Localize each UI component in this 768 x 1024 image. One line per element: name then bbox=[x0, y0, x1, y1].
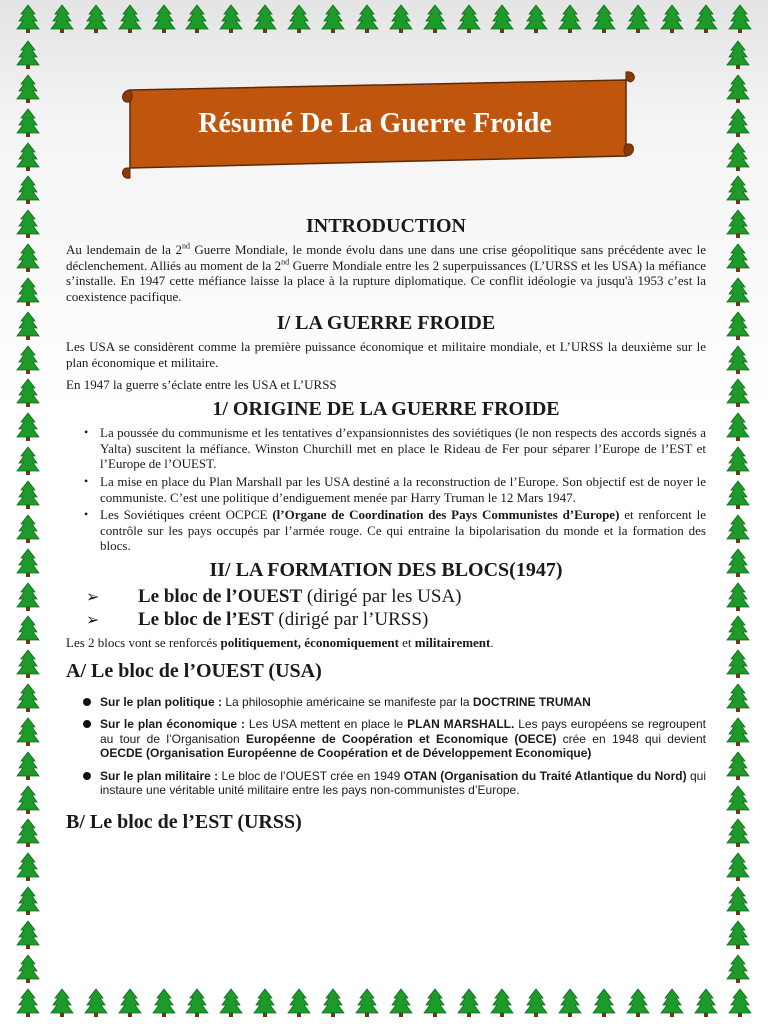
origin-list bbox=[66, 425, 706, 554]
christmas-tree-icon bbox=[14, 852, 42, 882]
christmas-tree-icon bbox=[14, 446, 42, 476]
christmas-tree-icon bbox=[724, 920, 752, 950]
christmas-tree-icon bbox=[724, 378, 752, 408]
intro-paragraph bbox=[66, 242, 706, 304]
christmas-tree-icon bbox=[14, 175, 42, 205]
christmas-tree-icon bbox=[14, 954, 42, 984]
christmas-tree-icon bbox=[724, 548, 752, 578]
christmas-tree-icon bbox=[724, 649, 752, 679]
christmas-tree-icon bbox=[14, 582, 42, 612]
christmas-tree-icon bbox=[48, 4, 76, 34]
bloc-east-label: Le bloc de l’EST bbox=[138, 608, 274, 630]
christmas-tree-icon bbox=[14, 988, 42, 1018]
christmas-tree-icon bbox=[183, 988, 211, 1018]
christmas-tree-icon bbox=[14, 40, 42, 70]
christmas-tree-icon bbox=[319, 988, 347, 1018]
christmas-tree-icon bbox=[590, 988, 618, 1018]
christmas-tree-icon bbox=[14, 277, 42, 307]
christmas-tree-icon bbox=[183, 4, 211, 34]
christmas-tree-icon bbox=[285, 988, 313, 1018]
section-2-heading: II/ LA FORMATION DES BLOCS(1947) bbox=[209, 558, 563, 581]
west-item-2-bold-2: Européenne de Coopération et Economique (OECE) bbox=[246, 731, 557, 746]
origin-bullet-1: • La poussée du communisme et les tentatives d’expansionnistes des soviétiques (le non respects des accords signés a Yalta) suscitent la méfiance. Winston Churchill met en place le Rideau de Fer pour séparer l’Europe de l’EST et l’Europe de l’OUEST. bbox=[100, 425, 706, 472]
christmas-tree-icon bbox=[14, 311, 42, 341]
section-2-bold-b: politiquement, économiquement bbox=[220, 634, 399, 650]
christmas-tree-icon bbox=[150, 988, 178, 1018]
christmas-tree-icon bbox=[217, 988, 245, 1018]
page-title: Résumé De La Guerre Froide bbox=[198, 108, 552, 139]
christmas-tree-icon bbox=[726, 988, 754, 1018]
christmas-tree-icon bbox=[319, 4, 347, 34]
christmas-tree-icon bbox=[624, 4, 652, 34]
christmas-tree-icon bbox=[724, 108, 752, 138]
bloc-west-label: Le bloc de l’OUEST bbox=[138, 585, 303, 607]
section-2-text-a: Les 2 blocs vont se renforcés bbox=[66, 634, 221, 650]
christmas-tree-icon bbox=[14, 785, 42, 815]
arrow-right-icon: ➢ bbox=[86, 586, 100, 606]
west-item-1-label: Sur le plan politique : bbox=[100, 694, 223, 709]
christmas-tree-icon bbox=[353, 988, 381, 1018]
west-item-3-text: Le bloc de l’OUEST crée en 1949 bbox=[218, 768, 404, 783]
west-item-3-text-2: qui instaure une véritable unité militaire entre les pays non-communistes d’Europe. bbox=[100, 768, 706, 798]
christmas-tree-icon bbox=[724, 818, 752, 848]
christmas-tree-icon bbox=[724, 412, 752, 442]
christmas-tree-icon bbox=[14, 412, 42, 442]
intro-sup-2: nd bbox=[281, 257, 290, 267]
christmas-tree-icon bbox=[692, 988, 720, 1018]
christmas-tree-icon bbox=[387, 4, 415, 34]
christmas-tree-icon bbox=[285, 4, 313, 34]
christmas-tree-icon bbox=[658, 4, 686, 34]
east-heading: B/ Le bloc de l’EST (URSS) bbox=[66, 811, 302, 834]
west-item-2-text-3: crée en 1948 qui devient bbox=[556, 731, 706, 746]
christmas-tree-icon bbox=[251, 988, 279, 1018]
border-bottom bbox=[14, 988, 754, 1020]
christmas-tree-icon bbox=[724, 582, 752, 612]
christmas-tree-icon bbox=[14, 378, 42, 408]
christmas-tree-icon bbox=[14, 345, 42, 375]
border-left bbox=[14, 40, 44, 984]
west-heading: A/ Le bloc de l’OUEST (USA) bbox=[66, 659, 322, 682]
christmas-tree-icon bbox=[14, 514, 42, 544]
origin-bullet-3-text-c: et renforcent le contrôle sur les pays occupés par l’armée rouge. Ce qui entraine la bipolarisation du monde et la formation des blocs. bbox=[100, 507, 706, 554]
bloc-west-item bbox=[86, 585, 706, 608]
christmas-tree-icon bbox=[724, 514, 752, 544]
christmas-tree-icon bbox=[14, 4, 42, 34]
intro-heading: INTRODUCTION bbox=[305, 215, 467, 237]
origin-bullet-3-text-a: Les Soviétiques créent OCPCE bbox=[100, 507, 273, 523]
christmas-tree-icon bbox=[724, 243, 752, 273]
christmas-tree-icon bbox=[14, 480, 42, 510]
christmas-tree-icon bbox=[724, 175, 752, 205]
west-item-2-text: Les USA mettent en place le bbox=[244, 717, 408, 732]
christmas-tree-icon bbox=[353, 4, 381, 34]
christmas-tree-icon bbox=[14, 548, 42, 578]
west-item-2-bold: PLAN MARSHALL. bbox=[407, 717, 515, 732]
christmas-tree-icon bbox=[48, 988, 76, 1018]
section-1-paragraph-2: En 1947 la guerre s’éclate entre les USA et L’URSS bbox=[66, 376, 337, 392]
christmas-tree-icon bbox=[556, 988, 584, 1018]
west-item-1-text: La philosophie américaine se manifeste par la bbox=[222, 694, 473, 709]
christmas-tree-icon bbox=[724, 751, 752, 781]
west-list bbox=[66, 695, 706, 799]
christmas-tree-icon bbox=[624, 988, 652, 1018]
west-item-2-text-2: Les pays européens se regroupent au tour de l’Organisation bbox=[100, 717, 706, 746]
christmas-tree-icon bbox=[14, 142, 42, 172]
christmas-tree-icon bbox=[251, 4, 279, 34]
christmas-tree-icon bbox=[150, 4, 178, 34]
christmas-tree-icon bbox=[556, 4, 584, 34]
document-body bbox=[66, 214, 706, 834]
christmas-tree-icon bbox=[217, 4, 245, 34]
bloc-east-detail: (dirigé par l’URSS) bbox=[273, 608, 429, 630]
intro-sup-1: nd bbox=[181, 241, 190, 251]
intro-text-2: Guerre Mondiale, le monde évolu dans une dans une crise géopolitique sans précédente avec le déclenchement. Alliés au moment de la 2 bbox=[66, 242, 707, 273]
christmas-tree-icon bbox=[724, 277, 752, 307]
arrow-right-icon: ➢ bbox=[86, 609, 100, 629]
christmas-tree-icon bbox=[14, 886, 42, 916]
christmas-tree-icon bbox=[724, 615, 752, 645]
bloc-west-detail: (dirigé par les USA) bbox=[302, 585, 462, 607]
christmas-tree-icon bbox=[488, 988, 516, 1018]
west-item-2-bold-3: OECDE (Organisation Européenne de Coopération et de Développement Economique) bbox=[100, 746, 592, 761]
christmas-tree-icon bbox=[724, 480, 752, 510]
west-item-militaire bbox=[100, 769, 706, 798]
christmas-tree-icon bbox=[14, 108, 42, 138]
west-item-1-bold: DOCTRINE TRUMAN bbox=[472, 694, 591, 709]
christmas-tree-icon bbox=[724, 886, 752, 916]
section-2-paragraph bbox=[66, 635, 706, 651]
christmas-tree-icon bbox=[724, 40, 752, 70]
intro-text-1: Au lendemain de la 2 bbox=[66, 242, 182, 257]
christmas-tree-icon bbox=[724, 852, 752, 882]
christmas-tree-icon bbox=[724, 142, 752, 172]
christmas-tree-icon bbox=[14, 649, 42, 679]
west-item-economique bbox=[100, 717, 706, 761]
christmas-tree-icon bbox=[455, 988, 483, 1018]
christmas-tree-icon bbox=[692, 4, 720, 34]
christmas-tree-icon bbox=[14, 751, 42, 781]
christmas-tree-icon bbox=[724, 683, 752, 713]
section-2-text-e: . bbox=[490, 634, 494, 650]
border-right bbox=[724, 40, 754, 984]
christmas-tree-icon bbox=[724, 785, 752, 815]
section-2-text-c: et bbox=[398, 634, 415, 650]
christmas-tree-icon bbox=[14, 818, 42, 848]
west-item-3-bold: OTAN (Organisation du Traité Atlantique du Nord) bbox=[403, 768, 687, 783]
west-item-politique bbox=[100, 695, 706, 710]
christmas-tree-icon bbox=[724, 209, 752, 239]
christmas-tree-icon bbox=[658, 988, 686, 1018]
christmas-tree-icon bbox=[14, 209, 42, 239]
christmas-tree-icon bbox=[14, 243, 42, 273]
christmas-tree-icon bbox=[14, 920, 42, 950]
bloc-east-item bbox=[86, 608, 706, 631]
origin-heading: 1/ ORIGINE DE LA GUERRE FROIDE bbox=[212, 398, 560, 421]
west-item-3-label: Sur le plan militaire : bbox=[100, 768, 219, 783]
christmas-tree-icon bbox=[387, 988, 415, 1018]
christmas-tree-icon bbox=[724, 446, 752, 476]
christmas-tree-icon bbox=[724, 74, 752, 104]
christmas-tree-icon bbox=[726, 4, 754, 34]
christmas-tree-icon bbox=[522, 988, 550, 1018]
christmas-tree-icon bbox=[488, 4, 516, 34]
origin-bullet-2: • La mise en place du Plan Marshall par les USA destiné a la reconstruction de l’Europe. Son objectif est de noyer le communiste. C’est une politique d’endiguement menée par Harry Truman le 12 Mars 1947. bbox=[100, 474, 706, 505]
west-item-2-label: Sur le plan économique : bbox=[100, 717, 245, 732]
border-top bbox=[14, 4, 754, 36]
christmas-tree-icon bbox=[82, 4, 110, 34]
christmas-tree-icon bbox=[522, 4, 550, 34]
christmas-tree-icon bbox=[590, 4, 618, 34]
christmas-tree-icon bbox=[116, 4, 144, 34]
christmas-tree-icon bbox=[421, 4, 449, 34]
christmas-tree-icon bbox=[724, 954, 752, 984]
section-1-heading: I/ LA GUERRE FROIDE bbox=[276, 312, 496, 335]
section-2-bold-d: militairement bbox=[414, 634, 491, 650]
title-banner bbox=[118, 70, 640, 182]
christmas-tree-icon bbox=[82, 988, 110, 1018]
christmas-tree-icon bbox=[455, 4, 483, 34]
section-1-paragraph-1: Les USA se considèrent comme la première puissance économique et militaire mondiale, et L’URSS la deuxième sur le plan économique et militaire. bbox=[66, 339, 706, 370]
christmas-tree-icon bbox=[724, 717, 752, 747]
origin-bullet-3-bold: (l’Organe de Coordination des Pays Communistes d’Europe) bbox=[272, 507, 620, 523]
christmas-tree-icon bbox=[116, 988, 144, 1018]
christmas-tree-icon bbox=[14, 74, 42, 104]
christmas-tree-icon bbox=[14, 615, 42, 645]
christmas-tree-icon bbox=[14, 683, 42, 713]
christmas-tree-icon bbox=[724, 345, 752, 375]
intro-text-3: Guerre Mondiale entre les 2 superpuissances (L’URSS et les USA) la méfiance s’installe. En 1947 cette méfiance laisse la place à la rupture diplomatique. Ce conflit idéologie va jusqu'à 1953 c’est la coexistence pacifique. bbox=[66, 257, 706, 304]
origin-bullet-3 bbox=[100, 507, 706, 554]
christmas-tree-icon bbox=[421, 988, 449, 1018]
christmas-tree-icon bbox=[14, 717, 42, 747]
christmas-tree-icon bbox=[724, 311, 752, 341]
